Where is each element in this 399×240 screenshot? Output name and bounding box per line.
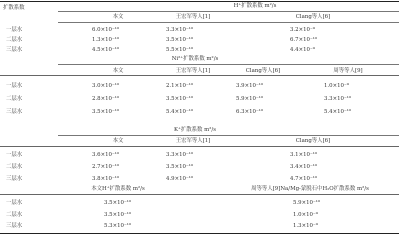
header-rule	[0, 194, 399, 195]
section-title-rule	[58, 11, 399, 12]
table-cell: 2.7×10⁻¹⁰	[92, 164, 120, 170]
row-label: 二层水	[6, 164, 23, 170]
table-cell: 3.4×10⁻¹⁰	[290, 164, 318, 170]
table-cell: 4.7×10⁻¹⁰	[290, 176, 318, 182]
table-cell: 2.8×10⁻¹⁰	[92, 96, 120, 102]
row-label: 三层水	[6, 223, 23, 229]
table-cell: 1.0×10⁻⁹	[324, 83, 349, 89]
table-cell: 3.5×10⁻¹⁰	[166, 164, 194, 170]
table-cell: 5.3×10⁻¹⁰	[104, 223, 132, 229]
column-header: Clang等人[6]	[245, 68, 281, 74]
table-cell: 4.5×10⁻¹⁰	[92, 47, 120, 53]
table-cell: 3.9×10⁻¹⁰	[236, 83, 264, 89]
table-cell: 3.5×10⁻¹⁰	[104, 200, 132, 206]
table-cell: 1.3×10⁻⁹	[293, 223, 318, 229]
row-label: 三层水	[6, 47, 23, 53]
header-rule	[0, 146, 399, 147]
section-title-rule	[58, 135, 399, 136]
table-cell: 5.9×10⁻¹⁰	[236, 96, 264, 102]
table-cell: 5.5×10⁻¹⁰	[166, 47, 194, 53]
row-label: 一层水	[6, 27, 23, 33]
table-cell: 3.3×10⁻¹⁰	[166, 27, 194, 33]
table-cell: 3.5×10⁻¹⁰	[92, 109, 120, 115]
table-cell: 3.5×10⁻¹⁰	[166, 37, 194, 43]
section-title: K⁺扩散系数 m²/s	[173, 127, 217, 133]
table-cell: 3.1×10⁻¹⁰	[290, 152, 318, 158]
row-label: 一层水	[6, 152, 23, 158]
row-label: 二层水	[6, 212, 23, 218]
table-cell: 6.7×10⁻¹⁰	[290, 37, 318, 43]
table-cell: 3.3×10⁻¹⁰	[166, 152, 194, 158]
section-title: 本文H⁺扩散系数 m²/s	[91, 186, 145, 192]
table-bottom-rule	[0, 233, 399, 234]
row-label: 三层水	[6, 109, 23, 115]
table-cell: 6.0×10⁻¹⁰	[92, 27, 120, 33]
section-title-rule	[58, 64, 399, 65]
table-cell: 3.2×10⁻⁹	[290, 27, 315, 33]
section-title: Ni²⁺扩散系数 m²/s	[171, 56, 219, 62]
header-rule	[0, 75, 399, 76]
column-header: 王宏军等人[1]	[175, 68, 211, 74]
table-cell: 1.3×10⁻¹⁰	[92, 37, 120, 43]
column-header: 本文	[112, 14, 124, 20]
table-cell: 1.0×10⁻⁹	[293, 212, 318, 218]
table-cell: 4.9×10⁻¹⁰	[166, 176, 194, 182]
table-cell: 4.4×10⁻⁹	[290, 47, 315, 53]
row-label: 一层水	[6, 83, 23, 89]
column-header: 本文	[112, 68, 124, 74]
table-cell: 3.0×10⁻¹⁰	[92, 83, 120, 89]
table-cell: 3.3×10⁻¹⁰	[324, 96, 352, 102]
stub-header: 扩散系数	[3, 5, 25, 11]
row-label: 一层水	[6, 200, 23, 206]
table-top-rule	[0, 1, 399, 2]
header-rule	[58, 22, 399, 23]
row-label: 三层水	[6, 176, 23, 182]
column-header: 本文	[112, 138, 124, 144]
section-title: H⁺扩散系数 m²/s	[233, 3, 277, 9]
table-cell: 3.6×10⁻¹⁰	[92, 152, 120, 158]
table-cell: 5.9×10⁻¹⁰	[293, 200, 321, 206]
column-header: 周等等人[9]	[333, 68, 363, 74]
table-cell: 5.4×10⁻¹⁰	[166, 109, 194, 115]
section-title: 周等等人[9]Na/Mg-蒙脱石中H₂O扩散系数 m²/s	[251, 186, 369, 192]
table-cell: 3.5×10⁻¹⁰	[104, 212, 132, 218]
column-header: Clang等人[6]	[295, 138, 331, 144]
column-header: 王宏军等人[1]	[175, 14, 211, 20]
table-cell: 3.8×10⁻¹⁰	[92, 176, 120, 182]
row-label: 二层水	[6, 37, 23, 43]
table-cell: 2.1×10⁻¹⁰	[166, 83, 194, 89]
table-cell: 3.5×10⁻¹⁰	[166, 96, 194, 102]
table-cell: 6.3×10⁻¹⁰	[236, 109, 264, 115]
column-header: 王宏军等人[1]	[175, 138, 211, 144]
table-cell: 5.4×10⁻¹⁰	[324, 109, 352, 115]
column-header: Clang等人[6]	[295, 14, 331, 20]
row-label: 二层水	[6, 96, 23, 102]
